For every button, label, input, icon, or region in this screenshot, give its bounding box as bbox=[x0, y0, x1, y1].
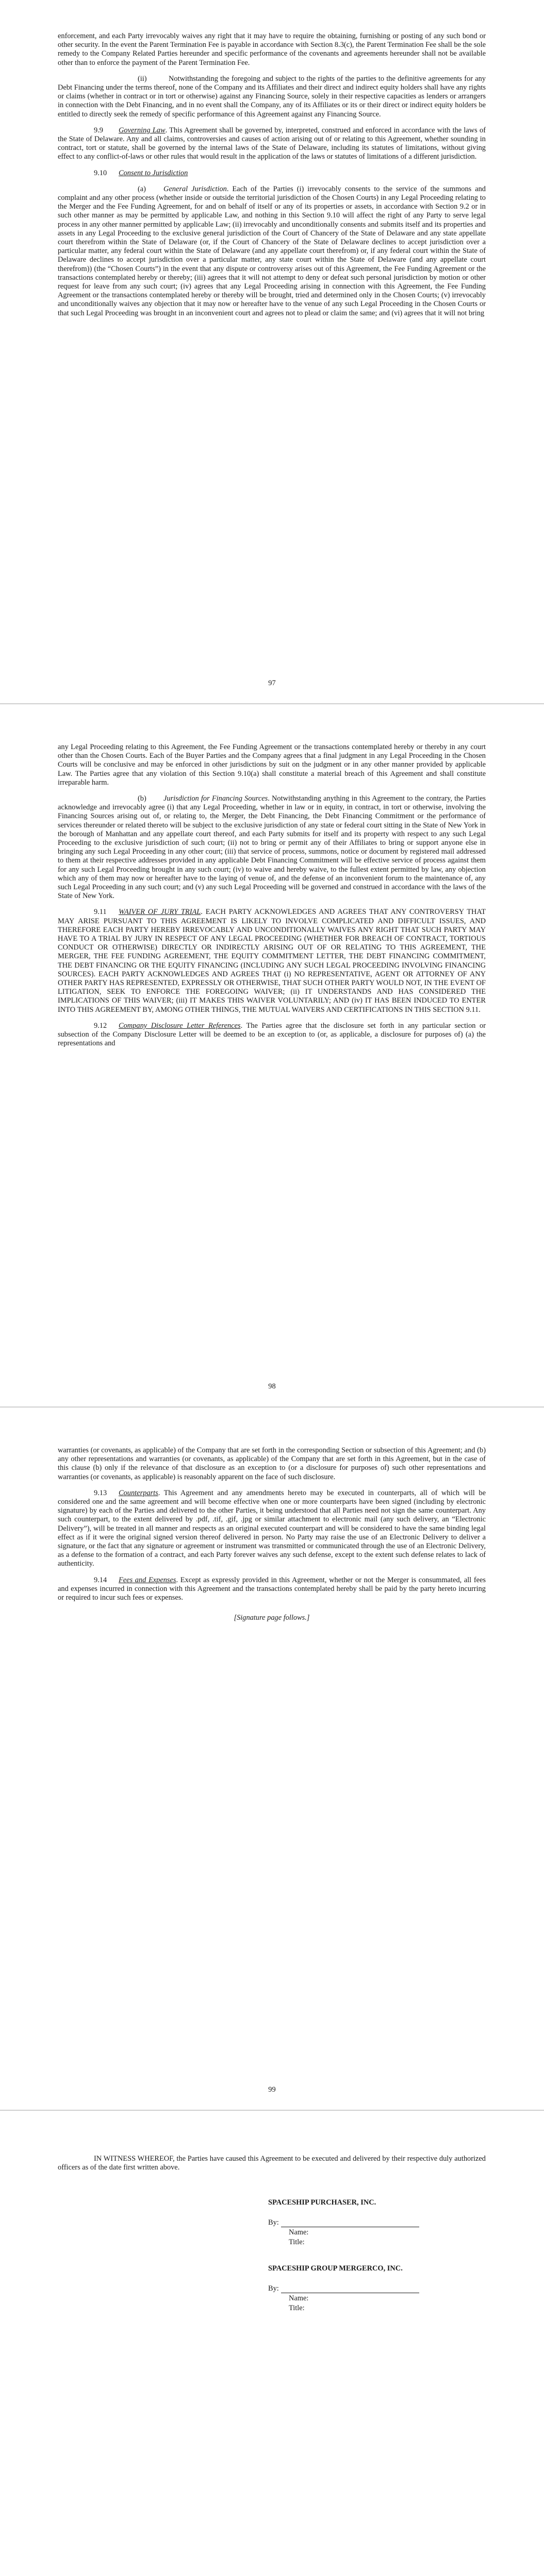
company-name-mergerco: SPACESHIP GROUP MERGERCO, INC. bbox=[268, 2264, 403, 2273]
witness-paragraph bbox=[58, 2155, 486, 2179]
signature-block-purchaser bbox=[268, 2198, 454, 2247]
section-number: 9.9 bbox=[94, 126, 103, 134]
signature-line[interactable] bbox=[268, 2218, 454, 2227]
paragraph-warranties: warranties (or covenants, as applicable) of the Company that are set forth in the corresponding Section or subsection of this Agreement; and (b) any other representations and warranties (or covenants, as applicable) of the Company that are set forth in this Agreement, but in the case of this clause (b) only if the relevance of that disclosure as an exception to (or a disclosure for purposes of) such other representations and warranties (or covenants, as applicable) is reasonably apparent on the face of such disclosure. bbox=[58, 1446, 486, 1481]
clause-ii-text: Notwithstanding the foregoing and subject to the rights of the parties to the definitive agreements for any Debt Financing under the terms thereof, none of the Company and its Affiliates and their direct and indirect equity holders shall have any rights or claims (whether in contract or in tort or otherwise) against any Financing Source, solely in their respective capacities as lenders or arrangers in connection with the Debt Financing, and in no event shall the Company, any of its Affiliates or its or their direct or indirect equity holders be entitled to directly seek the remedy of specific performance of this Agreement against any Financing Source. bbox=[58, 74, 486, 118]
clause-label-b: (b) bbox=[138, 794, 146, 803]
section-title: Company Disclosure Letter References bbox=[119, 1021, 241, 1030]
clause-title: General Jurisdiction bbox=[163, 184, 227, 193]
section-9-13-counterparts bbox=[58, 1489, 486, 1569]
signature-rule bbox=[281, 2219, 419, 2227]
by-label: By: bbox=[268, 2284, 279, 2293]
paragraph-chosen-courts: any Legal Proceeding relating to this Agreement, the Fee Funding Agreement or the transactions contemplated hereby or thereby in any court other than the Chosen Courts. Each of the Buyer Parties and the Company agrees that a final judgment in any Legal Proceeding in the Chosen Courts will be conclusive and may be enforced in other jurisdictions by suit on the judgment or in any other manner provided by applicable Law. The Parties agree that any violation of this Section 9.10(a) shall constitute a material breach of this Agreement and shall constitute irreparable harm. bbox=[58, 743, 486, 787]
section-body: . EACH PARTY ACKNOWLEDGES AND AGREES THAT ANY CONTROVERSY THAT MAY ARISE PURSUANT TO THIS AGREEMENT IS LIKELY TO INVOLVE COMPLICATED AND DIFFICULT ISSUES, AND THEREFORE EACH PARTY HEREBY IRREVOCABLY AND UNCONDITIONALLY WAIVES ANY RIGHT THAT SUCH PARTY MAY HAVE TO A TRIAL BY JURY IN RESPECT OF ANY LEGAL PROCEEDING (WHETHER FOR BREACH OF CONTRACT, TORTIOUS CONDUCT OR OTHERWISE) DIRECTLY OR INDIRECTLY ARISING OUT OF OR RELATING TO THIS AGREEMENT, THE MERGER, THE FEE FUNDING AGREEMENT, THE EQUITY COMMITMENT LETTER, THE DEBT FINANCING COMMITMENT, THE DEBT FINANCING OR THE EQUITY FINANCING (INCLUDING ANY SUCH LEGAL PROCEEDING INVOLVING FINANCING SOURCES). EACH PARTY ACKNOWLEDGES AND AGREES THAT (i) NO REPRESENTATIVE, AGENT OR ATTORNEY OF ANY OTHER PARTY HAS REPRESENTED, EXPRESSLY OR OTHERWISE, THAT SUCH OTHER PARTY WOULD NOT, IN THE EVENT OF LITIGATION, SEEK TO ENFORCE THE FOREGOING WAIVER; (ii) IT UNDERSTANDS AND HAS CONSIDERED THE IMPLICATIONS OF THIS WAIVER; (iii) IT MAKES THIS WAIVER VOLUNTARILY; AND (iv) IT HAS BEEN INDUCED TO ENTER INTO THIS AGREEMENT BY, AMONG OTHER THINGS, THE MUTUAL WAIVERS AND CERTIFICATIONS IN THIS SECTION 9.11. bbox=[58, 908, 486, 1014]
page-97 bbox=[0, 0, 544, 703]
name-field: Name: bbox=[289, 2228, 309, 2236]
title-field: Title: bbox=[289, 2238, 305, 2246]
clause-label-a: (a) bbox=[138, 184, 146, 193]
section-9-11-jury-waiver bbox=[58, 908, 486, 1014]
section-9-10-a-general-jurisdiction bbox=[58, 185, 486, 318]
section-body: . This Agreement and any amendments hereto may be executed in counterparts, all of which will be considered one and the same agreement and will become effective when one or more counterparts have been signed (including by electronic signature) by each of the Parties and delivered to the other Parties, it being understood that all Parties need not sign the same counterpart. Any such counterpart, to the extent delivered by .pdf, .tif, .gif, .jpg or similar attachment to electronic mail (any such delivery, an “Electronic Delivery”), will be treated in all manner and respects as an original executed counterpart and will be considered to have the same binding legal effect as if it were the original signed version thereof delivered in person. No Party may raise the use of an Electronic Delivery to deliver a signature, or the fact that any signature or agreement or instrument was transmitted or communicated through the use of an Electronic Delivery, as a defense to the formation of a contract, and each Party forever waives any such defense, except to the extent such defense relates to lack of authenticity. bbox=[58, 1488, 486, 1568]
section-9-10-heading bbox=[58, 169, 486, 178]
signature-line[interactable] bbox=[268, 2284, 454, 2293]
section-title: Counterparts bbox=[119, 1488, 158, 1497]
signature-follows-text: [Signature page follows.] bbox=[234, 1614, 310, 1622]
clause-title: Jurisdiction for Financing Sources bbox=[163, 794, 268, 803]
section-number: 9.14 bbox=[94, 1575, 107, 1584]
page-number-97: 97 bbox=[268, 679, 276, 687]
page-99 bbox=[0, 1408, 544, 2110]
signature-page-follows bbox=[58, 1614, 486, 1622]
section-number: 9.13 bbox=[94, 1488, 107, 1497]
section-9-9-governing-law bbox=[58, 126, 486, 162]
section-title: Fees and Expenses bbox=[119, 1575, 176, 1584]
page-number-98: 98 bbox=[268, 1382, 276, 1391]
section-title: Governing Law bbox=[119, 126, 166, 134]
witness-text: IN WITNESS WHEREOF, the Parties have caused this Agreement to be executed and delivered by their respective duly authorized officers as of the date first written above. bbox=[58, 2155, 486, 2172]
page-97-text bbox=[58, 32, 486, 325]
title-field: Title: bbox=[289, 2304, 305, 2312]
signature-block-mergerco bbox=[268, 2264, 454, 2313]
page-number-99: 99 bbox=[268, 2086, 276, 2094]
section-title: WAIVER OF JURY TRIAL bbox=[119, 908, 201, 917]
paragraph-financing-sources-rights bbox=[58, 75, 486, 119]
by-label: By: bbox=[268, 2218, 279, 2227]
section-number: 9.11 bbox=[94, 908, 107, 917]
section-9-12-disclosure-letter bbox=[58, 1022, 486, 1048]
section-body: . Except as expressly provided in this Agreement, whether or not the Merger is consummated, all fees and expenses incurred in connection with this Agreement and the transactions contemplated hereby shall be paid by the party hereto incurring or required to incur such fees or expenses. bbox=[58, 1575, 486, 1602]
section-body: . The Parties agree that the disclosure set forth in any particular section or subsection of the Company Disclosure Letter will be deemed to be an exception to (or, as applicable, a disclosure for purposes of) (a) the representations and bbox=[58, 1021, 486, 1048]
section-body: . This Agreement shall be governed by, interpreted, construed and enforced in accordance with the laws of the State of Delaware. Any and all claims, controversies and causes of action arising out of or relating to this Agreement, whether sounding in contract, tort or statute, shall be governed by the internal laws of the State of Delaware, including its statutes of limitations, without giving effect to any conflict-of-laws or other rules that would result in the application of the laws or statutes of limitations of a different jurisdiction. bbox=[58, 126, 486, 161]
section-title: Consent to Jurisdiction bbox=[119, 168, 188, 177]
page-98 bbox=[0, 704, 544, 1406]
page-98-text bbox=[58, 743, 486, 1056]
paragraph-enforcement: enforcement, and each Party irrevocably waives any right that it may have to require the obtaining, furnishing or posting of any such bond or other security. In the event the Parent Termination Fee is payable in accordance with Section 8.3(c), the Parent Termination Fee shall be the sole remedy to the Company Related Parties hereunder and specific performance of the covenants and agreements hereunder shall not be available other than to enforce the payment of the Parent Termination Fee. bbox=[58, 32, 486, 67]
clause-body: . Notwithstanding anything in this Agreement to the contrary, the Parties acknowledge and irrevocably agree (i) that any Legal Proceeding, whether in law or in equity, in contract, in tort or otherwise, involving the Financing Sources arising out of, or relating to, the Merger, the Debt Financing, the Debt Financing Commitment or the performance of services thereunder or related thereto will be subject to the exclusive jurisdiction of any state or federal court sitting in the State of New York in the borough of Manhattan and any appellate court thereof, and each Party submits for itself and its property with respect to any such Legal Proceeding to the exclusive jurisdiction of such court; (ii) not to bring or permit any of their Affiliates to bring or support anyone else in bringing any such Legal Proceeding in any other court; (iii) that service of process, summons, notice or document by registered mail addressed to them at their respective addresses provided in any applicable Debt Financing Commitment will be effective service of process against them for any such Legal Proceeding brought in any such court; (iv) to waive and hereby waive, to the fullest extent permitted by law, any objection which any of them may now or hereafter have to the laying of venue of, and the defense of an inconvenient forum to the maintenance of, any such Legal Proceeding in any such court; and (v) any such Legal Proceeding will be governed and construed in accordance with the laws of the State of New York. bbox=[58, 794, 486, 901]
clause-body: . Each of the Parties (i) irrevocably consents to the service of the summons and complaint and any other process (whether inside or outside the territorial jurisdiction of the Chosen Courts) in any Legal Proceeding relating to the Merger and the Fee Funding Agreement, for and on behalf of itself or any of its properties or assets, in accordance with Section 9.2 or in such other manner as may be permitted by applicable Law, and nothing in this Section 9.10 will affect the right of any Party to serve legal process in any other manner permitted by applicable Law; (ii) irrevocably and unconditionally consents and submits itself and its properties and assets in any Legal Proceeding to the exclusive general jurisdiction of the Court of Chancery of the State of Delaware and any state appellate court therefrom within the State of Delaware (or, if the Court of Chancery of the State of Delaware declines to accept jurisdiction over a particular matter, any federal court within the State of Delaware (and any appellate court therefrom) or, if any federal court within the State of Delaware declines to accept jurisdiction over a particular matter, any state court within the State of Delaware (and any appellate court therefrom)) (the “Chosen Courts”) in the event that any dispute or controversy arises out of this Agreement, the Fee Funding Agreement or the transactions contemplated hereby or thereby; (iii) agrees that it will not attempt to deny or defeat such personal jurisdiction by motion or other request for leave from any such court; (iv) agrees that any Legal Proceeding arising in connection with this Agreement, the Fee Funding Agreement or the transactions contemplated hereby or thereby will be brought, tried and determined only in the Chosen Courts; (v) irrevocably and unconditionally waives any objection that it may now or hereafter have to the venue of any such Legal Proceeding in the Chosen Courts or that such Legal Proceeding was brought in an inconvenient court and agrees not to plead or claim the same; and (vi) agrees that it will not bring bbox=[58, 184, 486, 317]
signature-page bbox=[0, 2111, 544, 2576]
signature-rule bbox=[281, 2285, 419, 2293]
clause-label-ii: (ii) bbox=[138, 74, 147, 83]
section-9-14-fees bbox=[58, 1576, 486, 1603]
page-99-text bbox=[58, 1446, 486, 1630]
name-field: Name: bbox=[289, 2294, 309, 2302]
section-number: 9.12 bbox=[94, 1021, 107, 1030]
section-number: 9.10 bbox=[94, 168, 107, 177]
section-9-10-b-financing-jurisdiction bbox=[58, 794, 486, 901]
company-name-purchaser: SPACESHIP PURCHASER, INC. bbox=[268, 2198, 376, 2207]
